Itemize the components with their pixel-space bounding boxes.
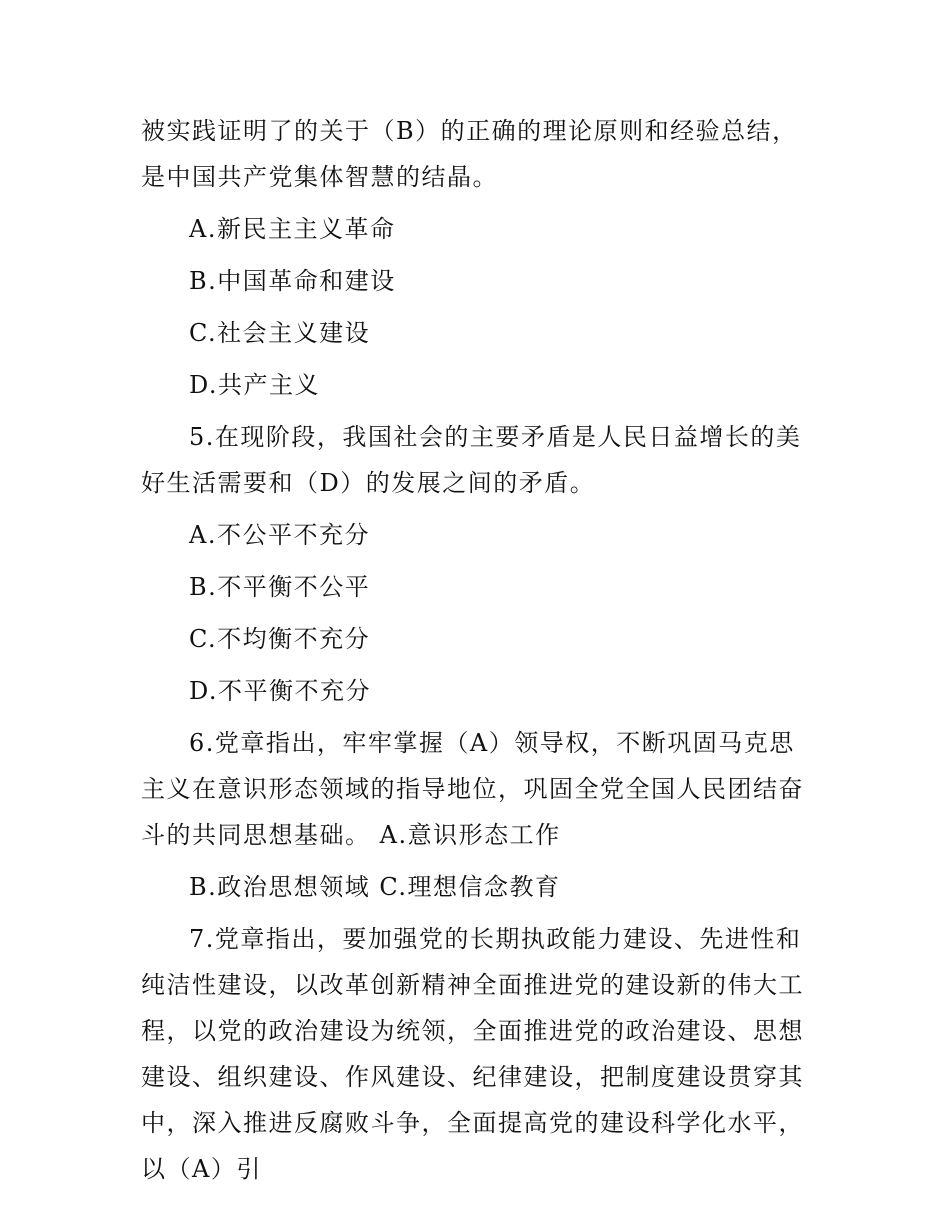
question-4-continuation: 被实践证明了的关于（B）的正确的理论原则和经验总结，是中国共产党集体智慧的结晶。 (141, 117, 798, 191)
question-4-option-c: C.社会主义建设 (189, 319, 371, 347)
document-body (141, 108, 809, 1198)
question-5-option-b: B.不平衡不公平 (189, 573, 371, 601)
question-5-text: 5.在现阶段，我国社会的主要矛盾是人民日益增长的美好生活需要和（D）的发展之间的矛盾。 (141, 423, 802, 497)
question-7-text: 7.党章指出，要加强党的长期执政能力建设、先进性和纯洁性建设，以改革创新精神全面推进党的建设新的伟大工程，以党的政治建设为统领，全面推进党的政治建设、思想建设、组织建设、作风建设、纪律建设，把制度建设贯穿其中，深入推进反腐败斗争，全面提高党的建设科学化水平，以（A）引 (141, 925, 804, 1183)
question-5-option-d: D.不平衡不充分 (189, 677, 372, 705)
question-5-option-c: C.不均衡不充分 (189, 625, 371, 653)
question-4-option-a: A.新民主主义革命 (189, 215, 396, 243)
question-5-option-a: A.不公平不充分 (189, 521, 370, 549)
question-4-option-b: B.中国革命和建设 (189, 267, 396, 295)
question-4-option-d: D.共产主义 (189, 371, 321, 399)
question-6-options: B.政治思想领域 C.理想信念教育 (189, 873, 561, 901)
question-6-text: 6.党章指出，牢牢掌握（A）领导权，不断巩固马克思主义在意识形态领域的指导地位，巩固全党全国人民团结奋斗的共同思想基础。 A.意识形态工作 (141, 729, 804, 849)
